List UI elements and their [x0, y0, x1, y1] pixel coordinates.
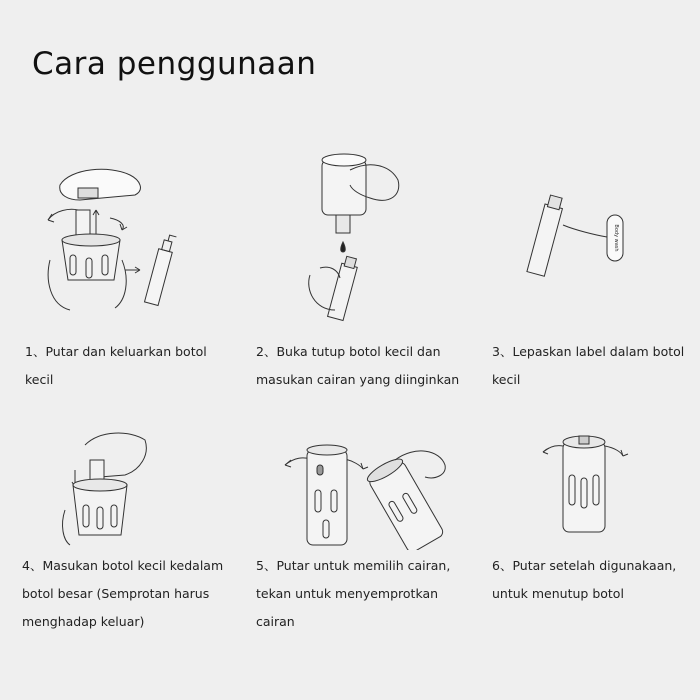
step-4-line-1: 4、Masukan botol kecil kedalam: [22, 558, 224, 573]
step-6-illustration: [535, 430, 635, 535]
step-6-caption: [492, 552, 700, 608]
step-3-line-1: 3、Lepaskan label dalam botol: [492, 344, 685, 359]
step-3-illustration: [515, 185, 635, 285]
step-3-caption: [492, 338, 700, 394]
step-1-caption: [25, 338, 235, 394]
page-title: Cara penggunaan: [32, 46, 317, 82]
step-3-line-2: kecil: [492, 372, 521, 387]
step-2-line-2: masukan cairan yang diinginkan: [256, 372, 460, 387]
step-5-caption: [256, 552, 466, 636]
step-4-caption: [22, 552, 232, 636]
step-5-line-1: 5、Putar untuk memilih cairan,: [256, 558, 451, 573]
step-2-illustration: [290, 150, 420, 325]
step-1-illustration: [40, 160, 190, 320]
step-5-line-2: tekan untuk menyemprotkan: [256, 586, 439, 601]
step-4-line-2: botol besar (Semprotan harus: [22, 586, 210, 601]
step-4-line-3: menghadap keluar): [22, 614, 145, 629]
step-4-illustration: [45, 425, 165, 550]
step-2-line-1: 2、Buka tutup botol kecil dan: [256, 344, 441, 359]
step-5-line-3: cairan: [256, 614, 295, 629]
body-wash-label: Body wash: [613, 224, 619, 252]
step-6-line-2: untuk menutup botol: [492, 586, 624, 601]
step-1-line-1: 1、Putar dan keluarkan botol: [25, 344, 207, 359]
step-6-line-1: 6、Putar setelah digunakaan,: [492, 558, 677, 573]
step-1-line-2: kecil: [25, 372, 54, 387]
step-5-illustration: [275, 435, 455, 550]
step-2-caption: [256, 338, 466, 394]
